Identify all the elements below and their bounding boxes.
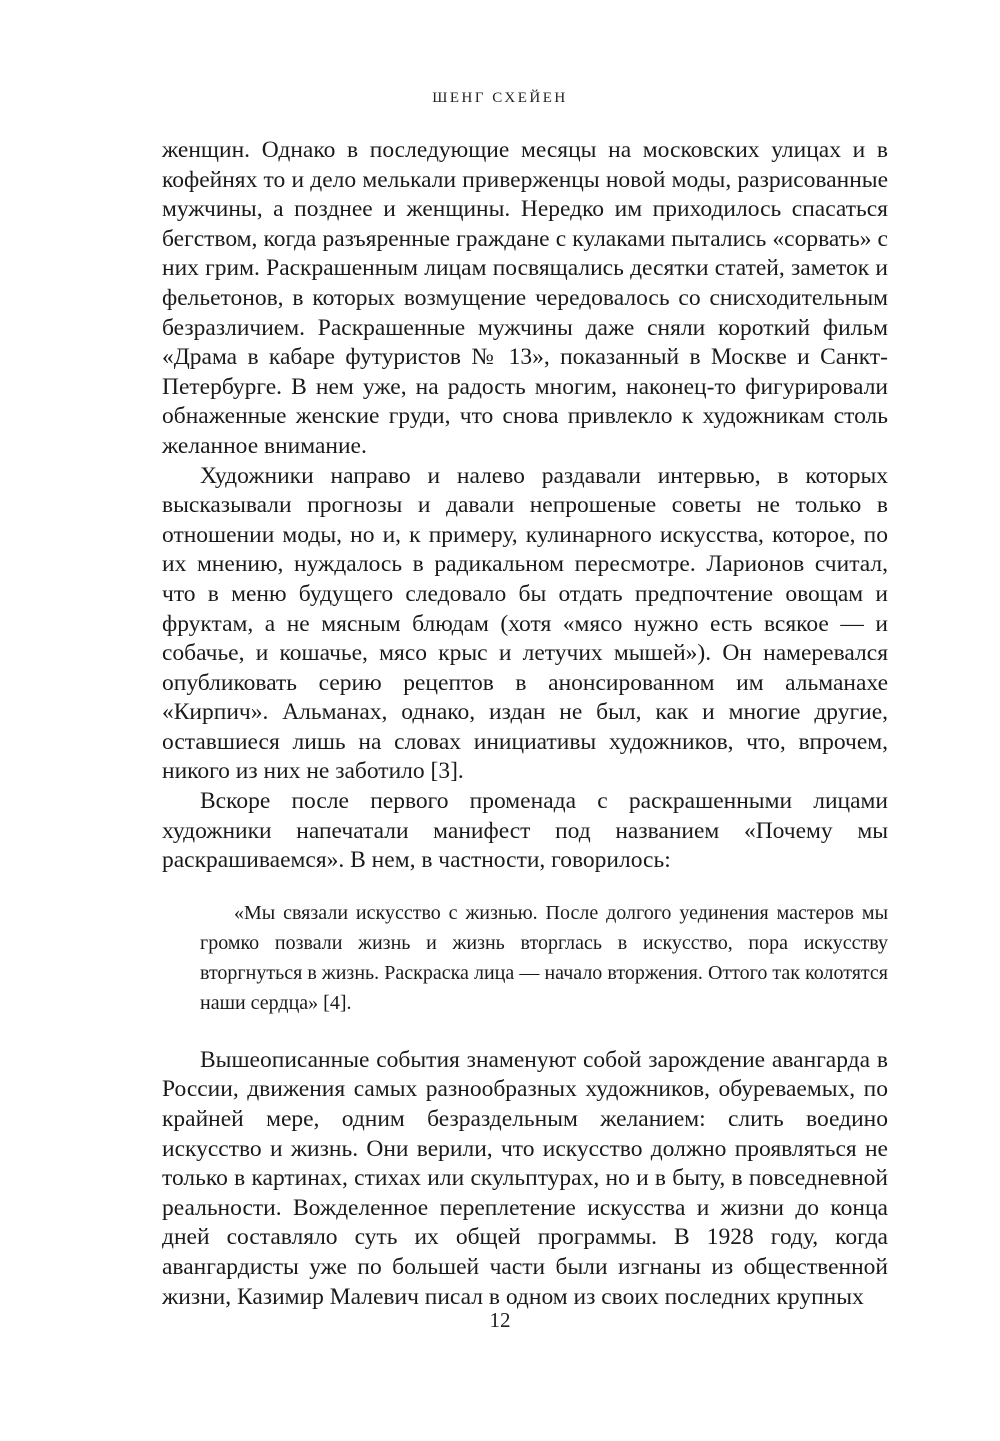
page-number: 12: [489, 1308, 511, 1332]
running-head-author: ШЕНГ СХЕЙЕН: [432, 90, 568, 106]
block-quote-manifesto: «Мы связали искусство с жизнью. После долгого уединения мастеров мы громко позвали жизнь и жизнь вторглась в искусство, пора искусству вторгнуться в жизнь. Раскраска лица — начало вторжения. Оттого так колотятся наши сердца» [4].: [200, 901, 888, 1014]
paragraph-continued: женщин. Однако в последующие месяцы на московских улицах и в кофейнях то и дело мелькали приверженцы новой моды, разрисованные мужчины, а позднее и женщины. Нередко им приходилось спасаться бегством, когда разъяренные граждане с кулаками пытались «сорвать» с них грим. Раскрашенным лицам посвящались десятки статей, заметок и фельетонов, в которых возмущение чередовалось со снисходительным безразличием. Раскрашенные мужчины даже сняли короткий фильм «Драма в кабаре футуристов № 13», показанный в Москве и Санкт-Петербурге. В нем уже, на радость многим, наконец-то фигурировали обнаженные женские груди, что снова привлекло к художникам столь желанное внимание.: [162, 137, 888, 459]
paragraph-avant-garde: Вышеописанные события знаменуют собой зарождение авангарда в России, движения самых разнообразных художников, обуреваемых, по крайней мере, одним безраздельным желанием: слить воедино искусство и жизнь. Они верили, что искусство должно проявляться не только в картинах, стихах или скульптурах, но и в быту, в повседневной реальности. Вожделенное переплетение искусства и жизни до конца дней составляло суть их общей программы. В 1928 году, когда авангардисты уже по большей части были изгнаны из общественной жизни, Казимир Малевич писал в одном из своих последних крупных: [162, 1046, 888, 1310]
paragraph-interviews: Художники направо и налево раздавали интервью, в которых высказывали прогнозы и давали непрошеные советы не только в отношении моды, но и, к примеру, кулинарного искусства, которое, по их мнению, нуждалось в радикальном пересмотре. Ларионов считал, что в меню будущего следовало бы отдать предпочтение овощам и фруктам, а не мясным блюдам (хотя «мясо нужно есть всякое — и собачье, и кошачье, мясо крыс и летучих мышей»). Он намеревался опубликовать серию рецептов в анонсированном им альманахе «Кирпич». Альманах, однако, издан не был, как и многие другие, оставшиеся лишь на словах инициативы художников, что, впрочем, никого из них не заботило [3].: [162, 462, 888, 785]
body-text: [162, 136, 888, 1312]
paragraph-manifesto-intro: Вскоре после первого променада с раскрашенными лицами художники напечатали манифест под названием «Почему мы раскрашиваемся». В нем, в частности, говорилось:: [162, 788, 888, 874]
